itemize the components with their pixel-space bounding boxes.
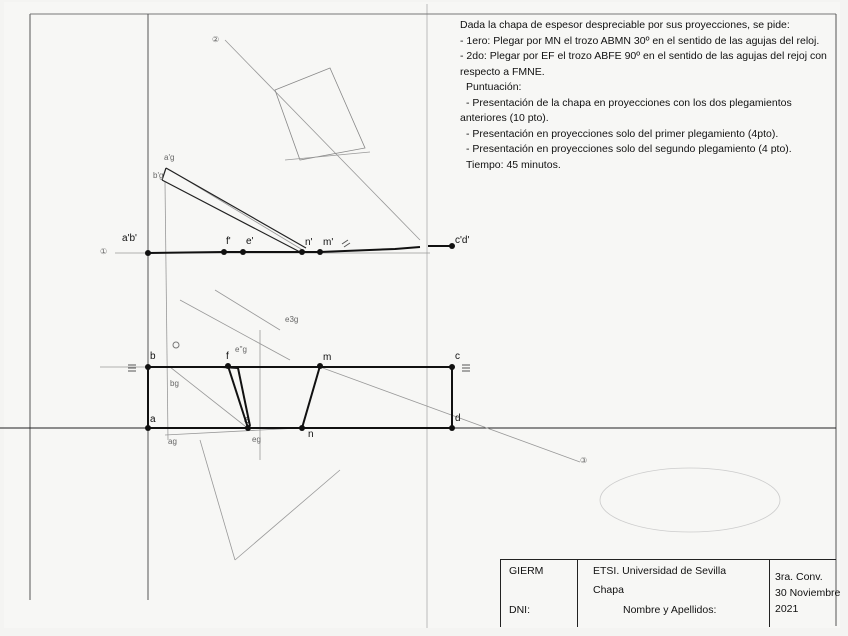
hatch-marks	[128, 237, 470, 371]
label-n-prime: n'	[305, 237, 313, 248]
scoring-title: Puntuación:	[466, 81, 522, 93]
title-block-code: GIERM	[509, 565, 544, 577]
scoring-item-2: - Presentación en proyecciones solo del primer plegamiento (4pto).	[466, 127, 779, 140]
circled-number-2: ②	[212, 35, 220, 44]
label-ab-prime: a'b'	[122, 233, 137, 244]
plan-outline	[148, 366, 452, 428]
instruction-step-1: - 1ero: Plegar por MN el trozo ABMN 30º en el sentido de las agujas del reloj.	[460, 34, 820, 47]
label-e: e	[244, 415, 250, 426]
label-d: d	[455, 413, 461, 424]
hand-label-eg: eg	[252, 435, 261, 444]
label-f: f	[226, 351, 229, 362]
time-limit: Tiempo: 45 minutos.	[466, 158, 561, 171]
title-block-subject: Chapa	[593, 584, 624, 596]
label-cd-prime: c'd'	[455, 235, 470, 246]
label-c: c	[455, 351, 460, 362]
instruction-step-2: - 2do: Plegar por EF el trozo ABFE 90º en el sentido de las agujas del rejoj con	[460, 50, 827, 62]
label-n: n	[308, 429, 314, 440]
title-block-name: Nombre y Apellidos:	[623, 604, 717, 616]
title-block-date: 30 Noviembre	[775, 587, 841, 599]
plan-points	[145, 363, 455, 431]
hand-label-e3g: e3g	[285, 315, 299, 324]
exercise-instructions	[460, 18, 830, 173]
label-a: a	[150, 414, 156, 425]
instruction-intro: Dada la chapa de espesor despreciable por sus proyecciones, se pide:	[460, 19, 790, 31]
title-block	[500, 559, 841, 627]
label-e-prime: e'	[246, 236, 254, 247]
scoring-item-3: - Presentación en proyecciones solo del segundo plegamiento (4 pto).	[466, 143, 792, 155]
hand-label-b1g: b'g	[153, 171, 164, 180]
label-f-prime: f'	[226, 236, 231, 247]
title-block-university: ETSI. Universidad de Sevilla	[593, 565, 727, 577]
circled-number-3: ③	[580, 456, 588, 465]
label-m: m	[323, 352, 332, 363]
hand-label-e2g: e''g	[235, 345, 247, 354]
label-m-prime: m'	[323, 237, 334, 248]
label-b: b	[150, 351, 156, 362]
circled-number-1: ①	[100, 247, 108, 256]
title-block-convocation: 3ra. Conv.	[775, 571, 823, 583]
small-circle	[173, 342, 179, 348]
title-block-year: 2021	[775, 603, 799, 615]
hand-label-ag: ag	[168, 437, 177, 446]
title-block-dni: DNI:	[509, 604, 530, 616]
scoring-item-1: - Presentación de la chapa en proyecciones con los dos plegamientos	[466, 96, 792, 109]
instruction-step-2-cont: respecto a FMNE.	[460, 65, 545, 78]
elevation-line	[148, 247, 420, 253]
hand-label-a1g: a'g	[164, 153, 175, 162]
hand-label-bg: bg	[170, 379, 179, 388]
scoring-item-1-cont: anteriores (10 pto).	[460, 112, 549, 124]
